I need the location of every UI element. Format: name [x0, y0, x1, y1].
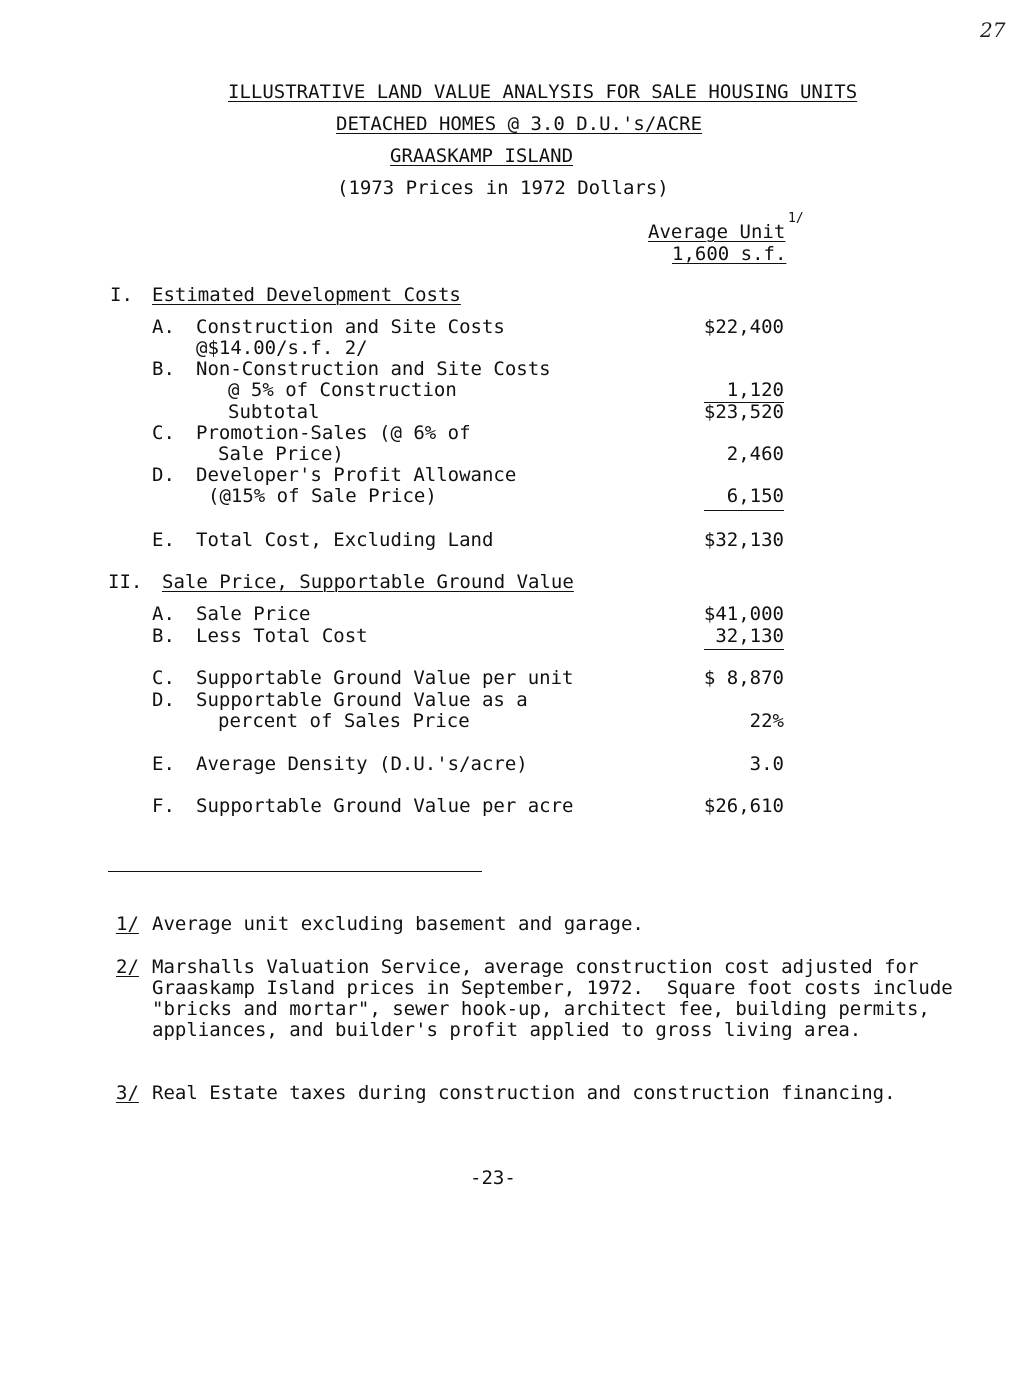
footnote-text: appliances, and builder's profit applied to gross living area. [152, 1019, 862, 1041]
item-label: Sale Price) [218, 443, 344, 465]
footnote-text: Real Estate taxes during construction and construction financing. [152, 1082, 896, 1104]
section-2-numeral: II. [108, 571, 143, 593]
title-line-3: GRAASKAMP ISLAND [390, 145, 574, 167]
column-header-footnote-ref: 1/ [788, 211, 804, 226]
item-label: @$14.00/s.f. 2/ [196, 337, 368, 359]
footnote-text: Graaskamp Island prices in September, 1972. Square foot costs include [152, 977, 953, 999]
item-label: Supportable Ground Value per acre [196, 795, 574, 817]
item-label: Developer's Profit Allowance [196, 464, 517, 486]
item-value: 2,460 [726, 443, 784, 465]
item-letter: A. [152, 316, 175, 338]
item-label: Construction and Site Costs [196, 316, 505, 338]
item-label: Promotion-Sales (@ 6% of [196, 422, 471, 444]
title-line-2: DETACHED HOMES @ 3.0 D.U.'s/ACRE [336, 113, 703, 135]
item-letter: B. [152, 358, 175, 380]
item-label: Total Cost, Excluding Land [196, 529, 494, 551]
item-value: 1,120 [726, 379, 784, 401]
item-letter: D. [152, 464, 175, 486]
footnote-separator [108, 871, 482, 872]
page-number: -23- [470, 1167, 516, 1189]
item-label: Non-Construction and Site Costs [196, 358, 551, 380]
item-letter: E. [152, 529, 175, 551]
total-rule [704, 510, 784, 511]
footnote-mark: 1/ [116, 913, 139, 935]
item-value: 3.0 [749, 753, 784, 775]
item-letter: B. [152, 625, 175, 647]
item-value: $41,000 [703, 603, 784, 625]
item-label: percent of Sales Price [218, 710, 470, 732]
item-value: $23,520 [703, 401, 784, 423]
item-value: $22,400 [703, 316, 784, 338]
item-value: $32,130 [703, 529, 784, 551]
item-value: 32,130 [715, 625, 784, 647]
item-value: 22% [749, 710, 784, 732]
section-1-title: Estimated Development Costs [152, 284, 461, 306]
item-letter: C. [152, 422, 175, 444]
footnote-text: Average unit excluding basement and garage. [152, 913, 644, 935]
item-label: Sale Price [196, 603, 311, 625]
section-1-numeral: I. [110, 284, 133, 306]
title-line-1: ILLUSTRATIVE LAND VALUE ANALYSIS FOR SALE HOUSING UNITS [228, 81, 858, 103]
item-value: 6,150 [726, 485, 784, 507]
item-label: @ 5% of Construction [228, 379, 457, 401]
handwritten-page-mark: 27 [980, 18, 1006, 42]
item-value: $ 8,870 [703, 667, 784, 689]
item-label: Less Total Cost [196, 625, 368, 647]
item-label: Average Density (D.U.'s/acre) [196, 753, 528, 775]
footnote-mark: 2/ [116, 956, 139, 978]
item-label: Supportable Ground Value per unit [196, 667, 574, 689]
footnote-text: Marshalls Valuation Service, average construction cost adjusted for [152, 956, 919, 978]
item-label: Subtotal [228, 401, 320, 423]
footnote-mark: 3/ [116, 1082, 139, 1104]
footnote-text: "bricks and mortar", sewer hook-up, architect fee, building permits, [152, 998, 930, 1020]
item-letter: D. [152, 689, 175, 711]
item-value: $26,610 [703, 795, 784, 817]
item-letter: F. [152, 795, 175, 817]
item-letter: C. [152, 667, 175, 689]
column-header-line-1: Average Unit [648, 221, 786, 243]
item-letter: A. [152, 603, 175, 625]
title-line-4: (1973 Prices in 1972 Dollars) [337, 177, 669, 199]
section-2-title: Sale Price, Supportable Ground Value [162, 571, 574, 593]
difference-rule [704, 649, 784, 650]
column-header-line-2: 1,600 s.f. [672, 243, 787, 265]
item-letter: E. [152, 753, 175, 775]
item-label: (@15% of Sale Price) [208, 485, 437, 507]
item-label: Supportable Ground Value as a [196, 689, 528, 711]
